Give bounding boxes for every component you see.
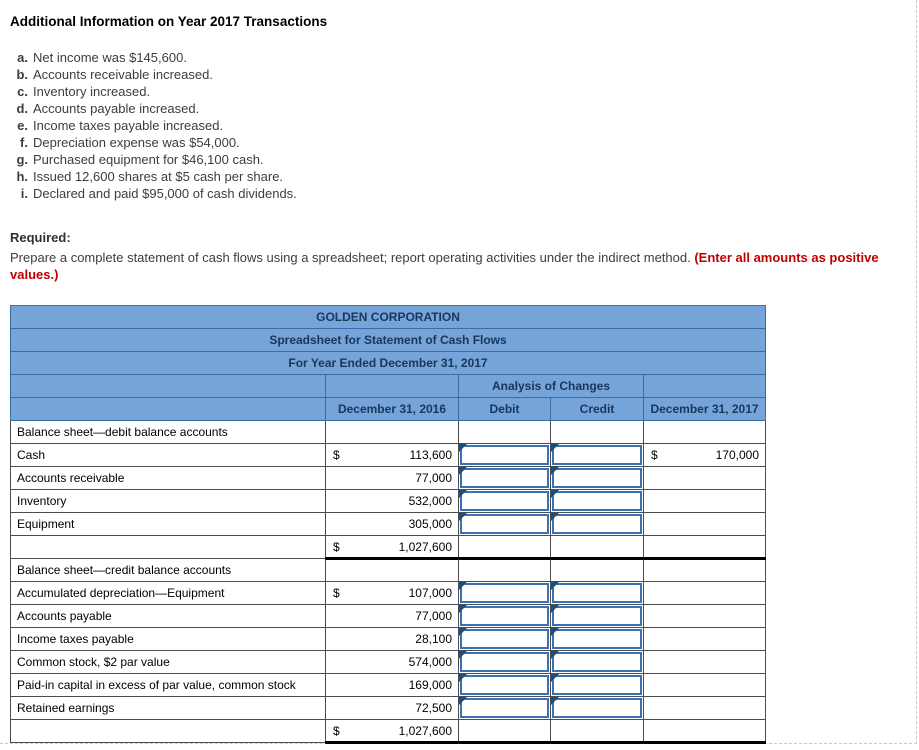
item-text: Issued 12,600 shares at $5 cash per share. xyxy=(33,169,284,184)
column-header-2017: December 31, 2017 xyxy=(644,398,766,421)
total-spacer xyxy=(11,536,326,559)
analysis-header-row xyxy=(11,375,766,398)
header-spacer-cell xyxy=(326,375,459,398)
balance-2016-cell xyxy=(326,559,459,582)
list-item xyxy=(10,117,916,134)
section-label: Balance sheet—credit balance accounts xyxy=(11,559,326,582)
total-2016-cell xyxy=(326,536,459,559)
currency-symbol: $ xyxy=(651,448,658,462)
balance-2017-cell xyxy=(644,421,766,444)
transactions-heading: Additional Information on Year 2017 Transactions xyxy=(10,14,328,29)
required-heading: Required: xyxy=(10,230,71,245)
answer-marker-icon xyxy=(551,628,559,636)
account-label: Inventory xyxy=(11,490,326,513)
column-header-credit: Credit xyxy=(551,398,644,421)
amount-2016: 305,000 xyxy=(408,517,452,531)
account-label: Income taxes payable xyxy=(11,628,326,651)
balance-2016-cell xyxy=(326,674,459,697)
item-text: Income taxes payable increased. xyxy=(33,118,224,133)
credit-cell xyxy=(551,536,644,559)
balance-2016-cell xyxy=(326,490,459,513)
answer-marker-icon xyxy=(551,513,559,521)
required-paragraph xyxy=(10,249,909,283)
account-label: Accounts payable xyxy=(11,605,326,628)
balance-2017-cell xyxy=(644,559,766,582)
list-item xyxy=(10,134,916,151)
account-row xyxy=(11,444,766,467)
answer-marker-icon xyxy=(551,467,559,475)
amount-2016: 1,027,600 xyxy=(398,539,452,554)
balance-2016-cell xyxy=(326,605,459,628)
credit-cell xyxy=(551,628,644,651)
list-item xyxy=(10,49,916,66)
item-text: Accounts receivable increased. xyxy=(33,67,213,82)
balance-2017-cell xyxy=(644,490,766,513)
account-row xyxy=(11,651,766,674)
debit-cell xyxy=(459,490,551,513)
table-title-statement: Spreadsheet for Statement of Cash Flows xyxy=(11,329,766,352)
credit-cell xyxy=(551,605,644,628)
item-letter: e. xyxy=(17,118,28,133)
credit-input[interactable] xyxy=(552,675,642,695)
answer-marker-icon xyxy=(551,582,559,590)
column-header-2016: December 31, 2016 xyxy=(326,398,459,421)
transactions-list xyxy=(10,49,916,202)
answer-marker-icon xyxy=(551,651,559,659)
account-row xyxy=(11,628,766,651)
debit-input[interactable] xyxy=(460,629,549,649)
answer-marker-icon xyxy=(459,605,467,613)
answer-marker-icon xyxy=(459,513,467,521)
answer-marker-icon xyxy=(459,674,467,682)
balance-2017-cell xyxy=(644,697,766,720)
total-spacer xyxy=(11,720,326,743)
credit-input[interactable] xyxy=(552,652,642,672)
account-row xyxy=(11,674,766,697)
table-header xyxy=(11,306,766,421)
list-item xyxy=(10,100,916,117)
credit-cell xyxy=(551,697,644,720)
balance-2016-cell xyxy=(326,444,459,467)
credit-input[interactable] xyxy=(552,583,642,603)
list-item xyxy=(10,151,916,168)
credit-cell xyxy=(551,582,644,605)
column-header-row xyxy=(11,398,766,421)
credit-cell xyxy=(551,467,644,490)
title-row xyxy=(11,352,766,375)
spreadsheet-table xyxy=(10,305,766,744)
item-letter: i. xyxy=(20,186,28,201)
debit-cell xyxy=(459,628,551,651)
debit-cell xyxy=(459,582,551,605)
credit-cell xyxy=(551,651,644,674)
item-letter: h. xyxy=(16,169,28,184)
debit-cell xyxy=(459,444,551,467)
credit-input[interactable] xyxy=(552,606,642,626)
table-title-period: For Year Ended December 31, 2017 xyxy=(11,352,766,375)
debit-input[interactable] xyxy=(460,468,549,488)
account-label: Accumulated depreciation—Equipment xyxy=(11,582,326,605)
item-text: Depreciation expense was $54,000. xyxy=(33,135,240,150)
answer-marker-icon xyxy=(551,674,559,682)
account-label: Cash xyxy=(11,444,326,467)
answer-marker-icon xyxy=(459,628,467,636)
credit-cell xyxy=(551,513,644,536)
debit-input[interactable] xyxy=(460,606,549,626)
amount-2017: 170,000 xyxy=(715,448,760,462)
account-row xyxy=(11,513,766,536)
credit-input[interactable] xyxy=(552,629,642,649)
debit-input[interactable] xyxy=(460,445,549,465)
debit-input[interactable] xyxy=(460,652,549,672)
required-text: Prepare a complete statement of cash flows using a spreadsheet; report operating activities under the indirect method. xyxy=(10,250,691,265)
account-row xyxy=(11,490,766,513)
debit-cell xyxy=(459,513,551,536)
amount-2016: 77,000 xyxy=(415,609,452,623)
section-row xyxy=(11,559,766,582)
total-2017-cell xyxy=(644,536,766,559)
item-letter: g. xyxy=(16,152,28,167)
debit-cell xyxy=(459,605,551,628)
header-spacer-cell xyxy=(11,375,326,398)
account-row xyxy=(11,467,766,490)
answer-marker-icon xyxy=(459,697,467,705)
item-text: Accounts payable increased. xyxy=(33,101,200,116)
debit-input[interactable] xyxy=(460,491,549,511)
amount-2016: 532,000 xyxy=(408,494,452,508)
credit-cell xyxy=(551,421,644,444)
title-row xyxy=(11,329,766,352)
table-body xyxy=(11,421,766,743)
amount-2016: 1,027,600 xyxy=(398,723,452,738)
credit-input[interactable] xyxy=(552,514,642,534)
balance-2017-cell xyxy=(644,467,766,490)
answer-marker-icon xyxy=(459,444,467,452)
list-item xyxy=(10,168,916,185)
currency-symbol: $ xyxy=(333,539,340,554)
credit-cell xyxy=(551,720,644,743)
item-letter: f. xyxy=(20,135,28,150)
list-item xyxy=(10,66,916,83)
answer-marker-icon xyxy=(551,444,559,452)
debit-cell xyxy=(459,536,551,559)
item-letter: a. xyxy=(17,50,28,65)
balance-2016-cell xyxy=(326,421,459,444)
balance-2017-cell xyxy=(644,582,766,605)
list-item xyxy=(10,185,916,202)
list-item xyxy=(10,83,916,100)
currency-symbol: $ xyxy=(333,586,340,600)
amount-2016: 77,000 xyxy=(415,471,452,485)
debit-input[interactable] xyxy=(460,675,549,695)
credit-input[interactable] xyxy=(552,698,642,718)
balance-2017-cell xyxy=(644,444,766,467)
amount-2016: 107,000 xyxy=(408,586,452,600)
table-title-company: GOLDEN CORPORATION xyxy=(11,306,766,329)
amount-2016: 28,100 xyxy=(415,632,452,646)
credit-cell xyxy=(551,444,644,467)
debit-cell xyxy=(459,467,551,490)
balance-2016-cell xyxy=(326,513,459,536)
total-2016-cell xyxy=(326,720,459,743)
section-row xyxy=(11,421,766,444)
account-label: Paid-in capital in excess of par value, common stock xyxy=(11,674,326,697)
balance-2016-cell xyxy=(326,628,459,651)
credit-cell xyxy=(551,490,644,513)
amount-2016: 169,000 xyxy=(408,678,452,692)
debit-cell xyxy=(459,559,551,582)
item-letter: b. xyxy=(16,67,28,82)
credit-cell xyxy=(551,559,644,582)
debit-input[interactable] xyxy=(460,514,549,534)
balance-2016-cell xyxy=(326,651,459,674)
amount-2016: 113,600 xyxy=(409,448,452,462)
credit-input[interactable] xyxy=(552,445,642,465)
answer-marker-icon xyxy=(551,605,559,613)
answer-marker-icon xyxy=(459,467,467,475)
debit-cell xyxy=(459,720,551,743)
item-letter: d. xyxy=(16,101,28,116)
account-row xyxy=(11,582,766,605)
account-label: Retained earnings xyxy=(11,697,326,720)
account-row xyxy=(11,605,766,628)
header-spacer-cell xyxy=(11,398,326,421)
answer-marker-icon xyxy=(459,651,467,659)
section-label: Balance sheet—debit balance accounts xyxy=(11,421,326,444)
balance-2017-cell xyxy=(644,605,766,628)
balance-2016-cell xyxy=(326,582,459,605)
currency-symbol: $ xyxy=(333,723,340,738)
item-text: Purchased equipment for $46,100 cash. xyxy=(33,152,264,167)
balance-2017-cell xyxy=(644,628,766,651)
account-label: Accounts receivable xyxy=(11,467,326,490)
debit-cell xyxy=(459,697,551,720)
account-label: Equipment xyxy=(11,513,326,536)
item-text: Declared and paid $95,000 of cash dividends. xyxy=(33,186,297,201)
item-text: Inventory increased. xyxy=(33,84,151,99)
total-row xyxy=(11,720,766,743)
amount-2016: 72,500 xyxy=(415,701,452,715)
answer-marker-icon xyxy=(459,490,467,498)
answer-marker-icon xyxy=(459,582,467,590)
balance-2017-cell xyxy=(644,651,766,674)
header-spacer-cell xyxy=(644,375,766,398)
credit-cell xyxy=(551,674,644,697)
column-header-debit: Debit xyxy=(459,398,551,421)
amount-2016: 574,000 xyxy=(408,655,452,669)
debit-input[interactable] xyxy=(460,698,549,718)
debit-input[interactable] xyxy=(460,583,549,603)
balance-2016-cell xyxy=(326,697,459,720)
item-letter: c. xyxy=(17,84,28,99)
analysis-of-changes-header: Analysis of Changes xyxy=(459,375,644,398)
debit-cell xyxy=(459,421,551,444)
currency-symbol: $ xyxy=(333,448,340,462)
account-label: Common stock, $2 par value xyxy=(11,651,326,674)
item-text: Net income was $145,600. xyxy=(33,50,187,65)
credit-input[interactable] xyxy=(552,491,642,511)
debit-cell xyxy=(459,674,551,697)
answer-marker-icon xyxy=(551,697,559,705)
title-row xyxy=(11,306,766,329)
balance-2017-cell xyxy=(644,674,766,697)
balance-2016-cell xyxy=(326,467,459,490)
answer-marker-icon xyxy=(551,490,559,498)
total-2017-cell xyxy=(644,720,766,743)
required-emphasis: (Enter all amounts as positive values.) xyxy=(10,250,879,282)
balance-2017-cell xyxy=(644,513,766,536)
total-row xyxy=(11,536,766,559)
account-row xyxy=(11,697,766,720)
credit-input[interactable] xyxy=(552,468,642,488)
debit-cell xyxy=(459,651,551,674)
